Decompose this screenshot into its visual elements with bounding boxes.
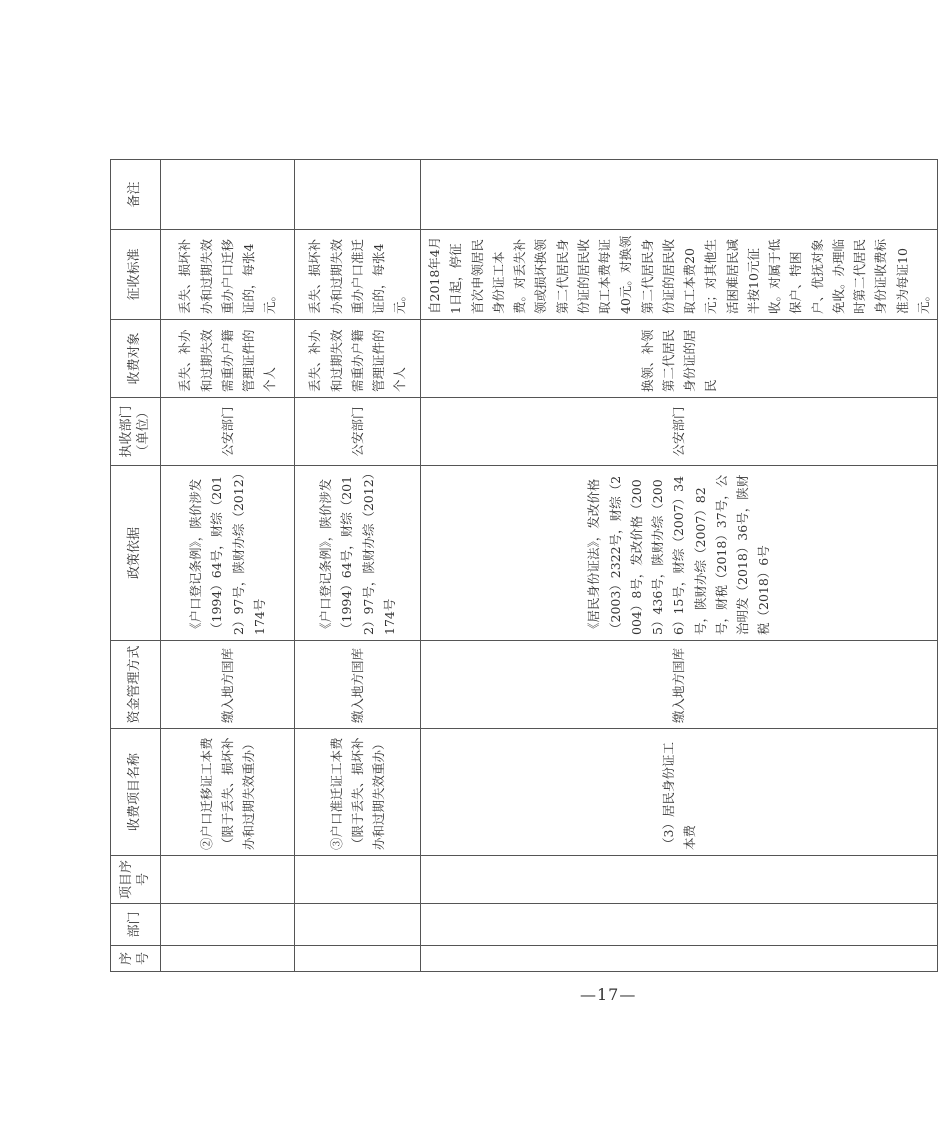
header-remarks: 备注 bbox=[111, 160, 161, 230]
cell-fee-payer: 丢失、补办和过期失效需重办户籍管理证件的个人 bbox=[161, 320, 295, 398]
cell-department bbox=[421, 904, 938, 946]
cell-fee-standard: 丢失、损坏补办和过期失效重办户口迁移证的，每张4元。 bbox=[161, 230, 295, 320]
cell-fee-item-name: ②户口迁移证工本费（限于丢失、损坏补办和过期失效重办） bbox=[161, 729, 295, 856]
cell-remarks bbox=[295, 160, 421, 230]
cell-department bbox=[161, 904, 295, 946]
header-item-seq: 项目序号 bbox=[111, 856, 161, 904]
cell-collecting-dept: 公安部门 bbox=[161, 398, 295, 466]
table-header-row bbox=[111, 160, 161, 972]
cell-fee-item-name: ③户口准迁证工本费（限于丢失、损坏补办和过期失效重办） bbox=[295, 729, 421, 856]
cell-fee-payer: 换领、补领第二代居民身份证的居民 bbox=[421, 320, 938, 398]
cell-fund-management: 缴入地方国库 bbox=[421, 641, 938, 729]
header-policy-basis: 政策依据 bbox=[111, 466, 161, 641]
header-fund-management: 资金管理方式 bbox=[111, 641, 161, 729]
cell-remarks bbox=[421, 160, 938, 230]
header-fee-standard: 征收标准 bbox=[111, 230, 161, 320]
cell-policy-basis: 《户口登记条例》，陕价涉发（1994）64号，财综（2012）97号，陕财办综（2012）174号 bbox=[295, 466, 421, 641]
header-department: 部门 bbox=[111, 904, 161, 946]
cell-department bbox=[295, 904, 421, 946]
cell-item-seq bbox=[295, 856, 421, 904]
cell-fee-item-name: （3）居民身份证工本费 bbox=[421, 729, 938, 856]
table-row bbox=[421, 160, 938, 972]
cell-fund-management: 缴入地方国库 bbox=[161, 641, 295, 729]
cell-policy-basis: 《户口登记条例》，陕价涉发（1994）64号，财综（2012）97号，陕财办综（2012）174号 bbox=[161, 466, 295, 641]
cell-fee-standard: 丢失、损坏补办和过期失效重办户口准迁证的，每张4元。 bbox=[295, 230, 421, 320]
page-number: —17— bbox=[580, 985, 637, 1004]
cell-fee-standard: 自2018年4月1日起，停征首次申领居民身份证工本费。对丢失补领或损坏换领第二代居民身份证的居民收取工本费每证40元。对换领第二代居民身份证的居民收取工本费20元；对其他生活困难居民减半按10元征收。对属于低保户、特困户、优抚对象免收。办理临时第二代居民身份证收费标准为每证10元。 bbox=[421, 230, 938, 320]
cell-seq-no bbox=[161, 946, 295, 972]
cell-item-seq bbox=[161, 856, 295, 904]
header-fee-payer: 收费对象 bbox=[111, 320, 161, 398]
cell-seq-no bbox=[295, 946, 421, 972]
cell-seq-no bbox=[421, 946, 938, 972]
cell-fee-payer: 丢失、补办和过期失效需重办户籍管理证件的个人 bbox=[295, 320, 421, 398]
cell-collecting-dept: 公安部门 bbox=[421, 398, 938, 466]
cell-item-seq bbox=[421, 856, 938, 904]
cell-remarks bbox=[161, 160, 295, 230]
cell-policy-basis: 《居民身份证法》，发改价格（2003）2322号，财综（2004）8号，发改价格（2005）436号，陕财办综（2006）15号，财综（2007）34号，陕财办综（2007）82号，财税（2018）37号，公治明发（2018）36号，陕财税（2018）6号 bbox=[421, 466, 938, 641]
cell-collecting-dept: 公安部门 bbox=[295, 398, 421, 466]
fee-table bbox=[110, 159, 938, 972]
header-fee-item-name: 收费项目名称 bbox=[111, 729, 161, 856]
rotated-table-frame bbox=[110, 160, 931, 972]
table-row bbox=[161, 160, 295, 972]
header-collecting-dept: 执收部门（单位） bbox=[111, 398, 161, 466]
table-row bbox=[295, 160, 421, 972]
header-seq-no: 序号 bbox=[111, 946, 161, 972]
cell-fund-management: 缴入地方国库 bbox=[295, 641, 421, 729]
